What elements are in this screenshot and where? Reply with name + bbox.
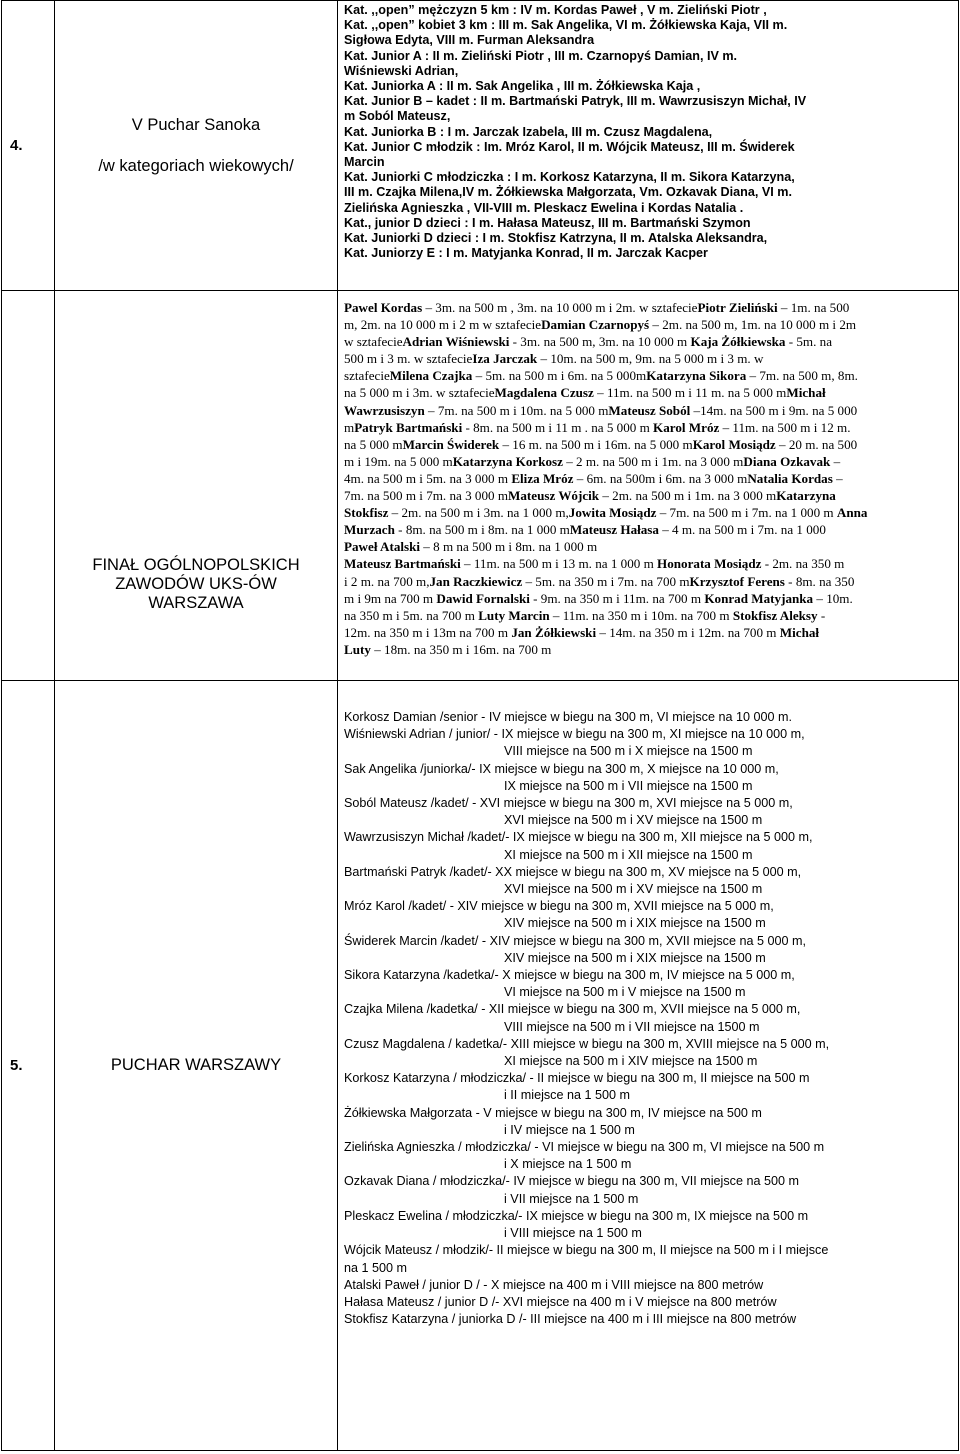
row-section-5 [2, 681, 959, 1451]
result-text: m, 2m. na 10 000 m i 2 m w sztafecie [344, 317, 542, 333]
section-5-line: Korkosz Katarzyna / młodziczka/ - II miejsce w biegu na 300 m, II miejsce na 500 m [344, 1071, 810, 1086]
athlete-name: Paweł Atalski [344, 539, 421, 555]
section-5-line: VI miejsce na 500 m i V miejsce na 1500 m [504, 985, 746, 1000]
section-4-number: 4. [2, 1, 55, 291]
athlete-name: Michał [786, 385, 826, 401]
final-result-line [344, 555, 952, 572]
final-result-line [344, 419, 952, 436]
row-final [2, 291, 959, 681]
result-text: i 2 m. na 700 m, [344, 573, 430, 589]
section-5-line: XI miejsce na 500 m i XIV miejsce na 1500 m [504, 1054, 758, 1069]
section-5-line: i X miejsce na 1 500 m [504, 1157, 632, 1172]
final-result-line [344, 607, 952, 624]
section-4-line: Kat. Juniorka A : II m. Sak Angelika , III m. Żółkiewska Kaja , [344, 79, 701, 94]
athlete-name: Luty [344, 641, 371, 657]
section-5-line: IX miejsce na 500 m i VII miejsce na 1500 m [504, 778, 753, 793]
athlete-name: Patryk Bartmański [354, 419, 463, 435]
result-text: 4m. na 500 m i 5m. na 3 000 m [344, 470, 512, 486]
result-text: - 8m. na 500 m i 8m. na 1 000 m [394, 522, 570, 538]
result-text: –14m. na 500 m i 9m. na 5 000 [690, 402, 858, 418]
result-text: – 11m. na 500 m i 12 m. [719, 419, 851, 435]
section-4-line: Kat. Juniorka B : I m. Jarczak Izabela, III m. Czusz Magdalena, [344, 124, 713, 139]
result-text: – 11m. na 500 m i 13 m. na 1 000 m [460, 556, 658, 572]
result-text: – 7m. na 500 m i 10m. na 5 000 m [424, 402, 609, 418]
final-result-line [344, 487, 952, 504]
section-4-line: m Soból Mateusz, [344, 109, 451, 124]
athlete-name: Kaja Żółkiewska [690, 334, 786, 350]
result-text: – 5m. na 500 m i 6m. na 5 000m [472, 368, 647, 384]
result-text: – 10m. [813, 590, 853, 606]
section-5-line: Mróz Karol /kadet/ - XIV miejsce w biegu na 300 m, XVII miejsce na 5 000 m, [344, 899, 774, 914]
section-4-line: Kat. Juniorzy E : I m. Matyjanka Konrad, II m. Jarczak Kacper [344, 246, 708, 261]
athlete-name: Karol Mosiądz [692, 436, 776, 452]
athlete-name: Luty Marcin [478, 607, 550, 623]
section-5-line: XIV miejsce na 500 m i XIX miejsce na 1500 m [504, 916, 766, 931]
athlete-name: Damian Czarnopyś [541, 317, 650, 333]
result-text: sztafecie [344, 368, 390, 384]
result-text: – 16 m. na 500 m i 16m. na 5 000 m [499, 436, 693, 452]
section-5-line: Korkosz Damian /senior - IV miejsce w biegu na 300 m, VI miejsce na 10 000 m. [344, 710, 792, 724]
result-text: 7m. na 500 m i 7m. na 3 000 m [344, 488, 509, 504]
athlete-name: Murzach [344, 522, 395, 538]
result-text: – [832, 470, 843, 486]
section-5-number: 5. [2, 681, 55, 1451]
section-5-line: VIII miejsce na 500 m i X miejsce na 1500 m [504, 744, 753, 759]
final-result-line [344, 436, 952, 453]
result-text: – 3m. na 500 m , 3m. na 10 000 m i 2m. w sztafecie [422, 300, 698, 315]
result-text: - [817, 607, 826, 623]
athlete-name: Mateusz Wójcik [508, 488, 600, 504]
section-4-line: Kat. Juniorki D dzieci : I m. Stokfisz Katrzyna, II m. Atalska Aleksandra, [344, 231, 768, 246]
result-text: - 9m. na 350 m i 11m. na 700 m [529, 590, 705, 606]
section-5-results [338, 681, 959, 1451]
athlete-name: Jan Żółkiewski [511, 624, 597, 640]
athlete-name: Stokfisz [344, 505, 389, 521]
final-result-line [344, 402, 952, 419]
final-title-line1: FINAŁ OGÓLNOPOLSKICH [92, 556, 300, 574]
athlete-name: Anna [836, 505, 868, 521]
section-4-line: Wiśniewski Adrian, [344, 63, 459, 78]
athlete-name: Jowita Mosiądz [568, 505, 657, 521]
result-text: – 10m. na 500 m, 9m. na 5 000 m i 3 m. w [537, 351, 764, 367]
section-5-line: Sak Angelika /juniorka/- IX miejsce w biegu na 300 m, X miejsce na 10 000 m, [344, 761, 779, 776]
final-result-line [344, 384, 952, 401]
athlete-name: Katarzyna [776, 488, 836, 504]
result-text: w sztafecie [344, 334, 403, 350]
section-5-line: XI miejsce na 500 m i XII miejsce na 1500 m [504, 847, 753, 862]
final-title [55, 291, 338, 681]
athlete-name: Stokfisz Aleksy [732, 607, 818, 623]
section-5-line: Bartmański Patryk /kadet/- XX miejsce w biegu na 300 m, XV miejsce na 5 000 m, [344, 864, 802, 879]
final-results [338, 291, 959, 681]
result-text: na 5 000 m i 3m. w sztafecie [344, 385, 495, 401]
section-5-line: i VII miejsce na 1 500 m [504, 1191, 639, 1206]
final-result-line [344, 573, 952, 590]
section-5-line: Wójcik Mateusz / młodzik/- II miejsce w biegu na 300 m, II miejsce na 500 m i I miejsce [344, 1243, 829, 1258]
final-result-line [344, 641, 952, 658]
section-5-line: XVI miejsce na 500 m i XV miejsce na 1500 m [504, 882, 763, 897]
result-text: – 11m. na 350 m i 10m. na 700 m [549, 607, 733, 623]
final-number [2, 291, 55, 681]
athlete-name: Marcin Świderek [402, 436, 500, 452]
result-text: – 14m. na 350 m i 12m. na 700 m [596, 624, 780, 640]
result-text: – 8 m na 500 m i 8m. na 1 000 m [420, 539, 598, 555]
final-result-line [344, 316, 952, 333]
athlete-name: Krzysztof Ferens [689, 573, 785, 589]
section-5-line: Hałasa Mateusz / junior D /- XVI miejsce na 400 m i V miejsce na 800 metrów [344, 1294, 777, 1309]
section-5-line: i II miejsce na 1 500 m [504, 1088, 630, 1103]
result-text: – 11m. na 500 m i 11 m. na 5 000 m [593, 385, 787, 401]
section-5-line: Świderek Marcin /kadet/ - XIV miejsce w biegu na 300 m, XVII miejsce na 5 000 m, [344, 933, 806, 948]
result-text: – [830, 453, 841, 469]
section-5-line: na 1 500 m [344, 1260, 408, 1275]
section-5-line: Wawrzusiszyn Michał /kadet/- IX miejsce w biegu na 300 m, XII miejsce na 5 000 m, [344, 830, 813, 845]
section-4-line: III m. Czajka Milena,IV m. Żółkiewska Małgorzata, Vm. Ozkavak Diana, VI m. [344, 185, 792, 200]
result-text: - 5m. na [785, 334, 833, 350]
section-4-line: Sigłowa Edyta, VIII m. Furman Aleksandra [344, 33, 595, 48]
athlete-name: Mateusz Soból [608, 402, 691, 418]
section-4-title-line2: /w kategoriach wiekowych/ [98, 156, 294, 175]
section-4-line: Kat. ,,open” kobiet 3 km : III m. Sak Angelika, VI m. Żółkiewska Kaja, VII m. [344, 18, 788, 33]
section-4-line: Kat. Junior B – kadet : II m. Bartmański Patryk, III m. Wawrzusiszyn Michał, IV [344, 94, 807, 109]
athlete-name: Katarzyna Sikora [646, 368, 747, 384]
section-4-title-line1: V Puchar Sanoka [131, 115, 261, 134]
section-5-line: Stokfisz Katarzyna / juniorka D /- III miejsce na 400 m i III miejsce na 800 metrów [344, 1312, 797, 1327]
section-5-line: Sikora Katarzyna /kadetka/- X miejsce w biegu na 300 m, IV miejsce na 5 000 m, [344, 968, 795, 983]
section-5-line: Czusz Magdalena / kadetka/- XIII miejsce w biegu na 300 m, XVIII miejsce na 5 000 m, [344, 1036, 830, 1051]
section-5-title: PUCHAR WARSZAWY [55, 681, 338, 1451]
athlete-name: Diana Ozkavak [743, 453, 831, 469]
results-table [1, 0, 959, 1451]
athlete-name: Eliza Mróz [511, 470, 574, 486]
result-text: - 3m. na 500 m, 3m. na 10 000 m [509, 334, 691, 350]
result-text: – 2m. na 500 m, 1m. na 10 000 m i 2m [649, 317, 857, 333]
final-result-line [344, 590, 952, 607]
final-title-line2: ZAWODÓW UKS-ÓW [115, 575, 277, 593]
final-result-line [344, 333, 952, 350]
athlete-name: Konrad Matyjanka [704, 590, 814, 606]
result-text: 500 m i 3 m. w sztafecie [344, 351, 473, 367]
result-text: – 20 m. na 500 [775, 436, 858, 452]
section-5-line: Soból Mateusz /kadet/ - XVI miejsce w biegu na 300 m, XVI miejsce na 5 000 m, [344, 796, 793, 811]
result-text: – 2m. na 500 m i 3m. na 1 000 m, [388, 505, 569, 521]
athlete-name: Jan Raczkiewicz [429, 573, 523, 589]
section-4-title [55, 1, 338, 291]
section-5-line: i IV miejsce na 1 500 m [504, 1122, 635, 1137]
athlete-name: Honorata Mosiądz [657, 556, 762, 572]
athlete-name: Iza Jarczak [472, 351, 538, 367]
athlete-name: Mateusz Hałasa [569, 522, 659, 538]
result-text: – 6m. na 500m i 6m. na 3 000 m [573, 470, 748, 486]
section-5-line: Wiśniewski Adrian / junior/ - IX miejsce w biegu na 300 m, XI miejsce na 10 000 m, [344, 727, 805, 742]
section-4-line: Zielińska Agnieszka , VII-VIII m. Pleskacz Ewelina i Kordas Natalia . [344, 200, 744, 215]
result-text: – 2 m. na 500 m i 1m. na 3 000 m [562, 453, 744, 469]
final-result-line [344, 453, 952, 470]
section-5-line: Czajka Milena /kadetka/ - XII miejsce w biegu na 300 m, XVII miejsce na 5 000 m, [344, 1002, 801, 1017]
athlete-name: Wawrzusiszyn [344, 402, 425, 418]
result-text: – 5m. na 350 m i 7m. na 700 m [522, 573, 690, 589]
section-5-line: Żółkiewska Małgorzata - V miejsce w biegu na 300 m, IV miejsce na 500 m [344, 1105, 762, 1120]
result-text: – 1m. na 500 [777, 300, 850, 315]
final-title-line3: WARSZAWA [148, 594, 244, 612]
result-text: – 7m. na 500 m, 8m. [746, 368, 858, 384]
athlete-name: Natalia Kordas [747, 470, 833, 486]
result-text: – 18m. na 350 m i 16m. na 700 m [370, 641, 552, 657]
final-result-line [344, 350, 952, 367]
result-text: – 7m. na 500 m i 7m. na 1 000 m [656, 505, 837, 521]
section-5-line: VIII miejsce na 500 m i VII miejsce na 1500 m [504, 1019, 760, 1034]
athlete-name: Karol Mróz [653, 419, 720, 435]
section-5-line: i VIII miejsce na 1 500 m [504, 1226, 642, 1241]
athlete-name: Adrian Wiśniewski [402, 334, 510, 350]
section-5-line: Pleskacz Ewelina / młodziczka/- IX miejsce w biegu na 300 m, IX miejsce na 500 m [344, 1208, 809, 1223]
section-4-results [338, 1, 959, 291]
final-result-line [344, 470, 952, 487]
result-text: m i 19m. na 5 000 m [344, 453, 453, 469]
row-section-4 [2, 1, 959, 291]
result-text: 12m. na 350 m i 13m na 700 m [344, 624, 512, 640]
result-text: na 5 000 m [344, 436, 403, 452]
result-text: na 350 m i 5m. na 700 m [344, 607, 479, 623]
result-text: - 8m. na 500 m i 11 m . na 5 000 m [462, 419, 654, 435]
result-text: - 2m. na 350 m [761, 556, 845, 572]
result-text: – 4 m. na 500 m i 7m. na 1 000 [658, 522, 826, 538]
final-result-line [344, 538, 952, 555]
section-4-line: Marcin [344, 155, 385, 170]
section-4-line: Kat. Junior C młodzik : Im. Mróz Karol, II m. Wójcik Mateusz, III m. Świderek [344, 139, 795, 154]
section-5-line: Zielińska Agnieszka / młodziczka/ - VI miejsce w biegu na 300 m, VI miejsce na 500 m [344, 1140, 825, 1155]
athlete-name: Milena Czajka [389, 368, 473, 384]
result-text: m i 9m na 700 m [344, 590, 437, 606]
result-text: - 8m. na 350 [784, 573, 855, 589]
athlete-name: Piotr Zieliński [697, 300, 778, 315]
result-text: – 2m. na 500 m i 1m. na 3 000 m [599, 488, 777, 504]
athlete-name: Dawid Fornalski [436, 590, 530, 606]
final-result-line [344, 521, 952, 538]
final-result-line [344, 624, 952, 641]
section-5-line: XIV miejsce na 500 m i XIX miejsce na 1500 m [504, 950, 766, 965]
final-result-line [344, 367, 952, 384]
athlete-name: Mateusz Bartmański [344, 556, 461, 572]
section-4-line: Kat. ,,open” mężczyzn 5 km : IV m. Kordas Paweł , V m. Zieliński Piotr , [344, 3, 767, 17]
athlete-name: Michał [779, 624, 820, 640]
result-text: m [344, 419, 355, 435]
section-5-line: XVI miejsce na 500 m i XV miejsce na 1500 m [504, 813, 763, 828]
athlete-name: Magdalena Czusz [494, 385, 594, 401]
section-5-line: Atalski Paweł / junior D / - X miejsce na 400 m i VIII miejsce na 800 metrów [344, 1277, 764, 1292]
section-4-line: Kat. Juniorki C młodziczka : I m. Korkosz Katarzyna, II m. Sikora Katarzyna, [344, 170, 795, 185]
final-result-line [344, 504, 952, 521]
section-4-line: Kat., junior D dzieci : I m. Hałasa Mateusz, III m. Bartmański Szymon [344, 215, 751, 230]
section-4-line: Kat. Junior A : II m. Zieliński Piotr , III m. Czarnopyś Damian, IV m. [344, 48, 738, 63]
athlete-name: Pawel Kordas [344, 300, 423, 315]
athlete-name: Katarzyna Korkosz [452, 453, 563, 469]
final-result-line [344, 299, 952, 316]
section-5-line: Ozkavak Diana / młodziczka/- IV miejsce w biegu na 300 m, VII miejsce na 500 m [344, 1174, 799, 1189]
